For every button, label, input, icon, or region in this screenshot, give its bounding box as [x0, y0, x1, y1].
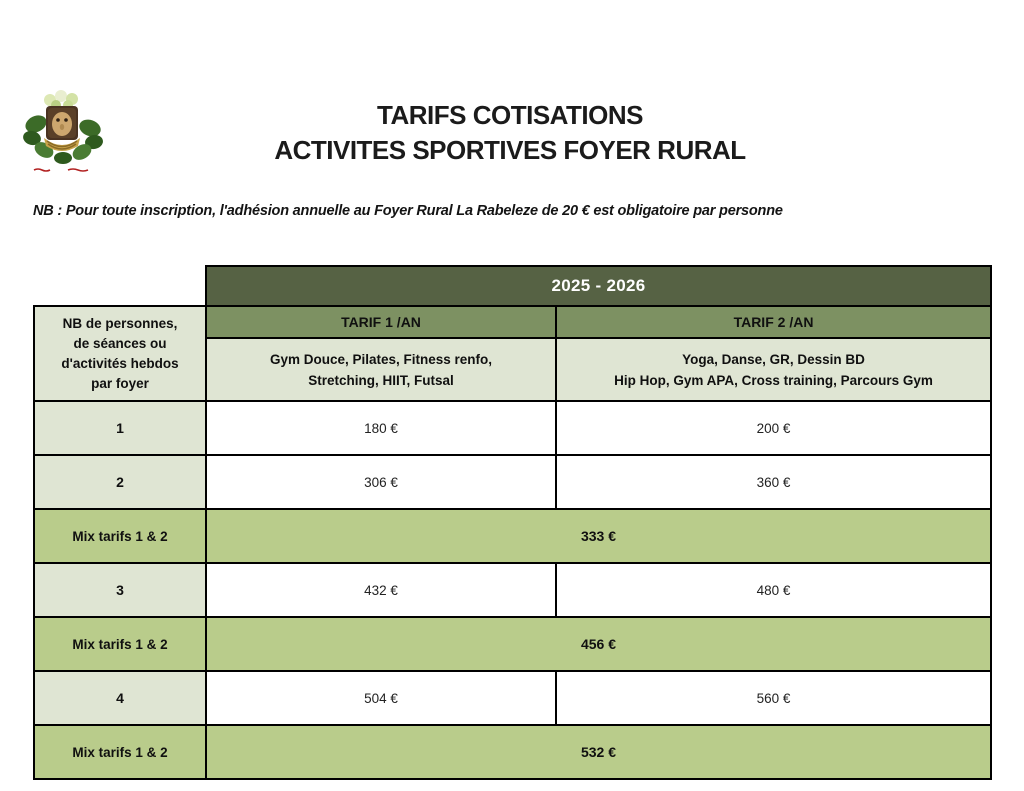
row-header-line: NB de personnes,: [62, 315, 178, 331]
table-row: [34, 563, 991, 617]
persons-count-cell: 2: [34, 455, 206, 509]
tarif-header-row: [34, 306, 991, 338]
tarif2-price-cell: 200 €: [556, 401, 991, 455]
tarif1-price-cell: 180 €: [206, 401, 556, 455]
row-header-cell: [34, 306, 206, 401]
table-row: [34, 671, 991, 725]
mix-label-cell: Mix tarifs 1 & 2: [34, 509, 206, 563]
tarif2-price-cell: 360 €: [556, 455, 991, 509]
tarif2-activities-cell: [556, 338, 991, 401]
tarif1-activities-cell: [206, 338, 556, 401]
pricing-table: [33, 265, 992, 780]
table-row: [34, 401, 991, 455]
row-header-line: par foyer: [91, 375, 149, 391]
tarif2-price-cell: 560 €: [556, 671, 991, 725]
mix-price-cell: 456 €: [206, 617, 991, 671]
tarif2-price-cell: 480 €: [556, 563, 991, 617]
tarif1-price-cell: 432 €: [206, 563, 556, 617]
table-corner-spacer: [34, 266, 206, 306]
page-title-line1: TARIFS COTISATIONS: [377, 100, 643, 130]
table-row-mix: [34, 509, 991, 563]
page-title: [0, 98, 1020, 168]
mix-price-cell: 532 €: [206, 725, 991, 779]
season-header-row: [34, 266, 991, 306]
row-header-line: d'activités hebdos: [61, 355, 179, 371]
tarif1-activities-line: Gym Douce, Pilates, Fitness renfo,: [269, 351, 493, 367]
tarif1-price-cell: 504 €: [206, 671, 556, 725]
tarif2-activities-line: Hip Hop, Gym APA, Cross training, Parcours Gym: [614, 372, 933, 388]
persons-count-cell: 3: [34, 563, 206, 617]
tarif2-header-cell: TARIF 2 /AN: [556, 306, 991, 338]
page-title-line2: ACTIVITES SPORTIVES FOYER RURAL: [274, 135, 746, 165]
mix-label-cell: Mix tarifs 1 & 2: [34, 725, 206, 779]
mix-price-cell: 333 €: [206, 509, 991, 563]
season-header-cell: 2025 - 2026: [206, 266, 991, 306]
tarif1-header-cell: TARIF 1 /AN: [206, 306, 556, 338]
table-row-mix: [34, 725, 991, 779]
membership-note: NB : Pour toute inscription, l'adhésion annuelle au Foyer Rural La Rabeleze de 20 € est obligatoire par personne: [33, 203, 783, 219]
tarif1-activities-line: Stretching, HIIT, Futsal: [308, 372, 454, 388]
table-row-mix: [34, 617, 991, 671]
persons-count-cell: 1: [34, 401, 206, 455]
row-header-line: de séances ou: [73, 335, 167, 351]
tarif2-activities-line: Yoga, Danse, GR, Dessin BD: [682, 351, 865, 367]
table-row: [34, 455, 991, 509]
tarif1-price-cell: 306 €: [206, 455, 556, 509]
mix-label-cell: Mix tarifs 1 & 2: [34, 617, 206, 671]
persons-count-cell: 4: [34, 671, 206, 725]
